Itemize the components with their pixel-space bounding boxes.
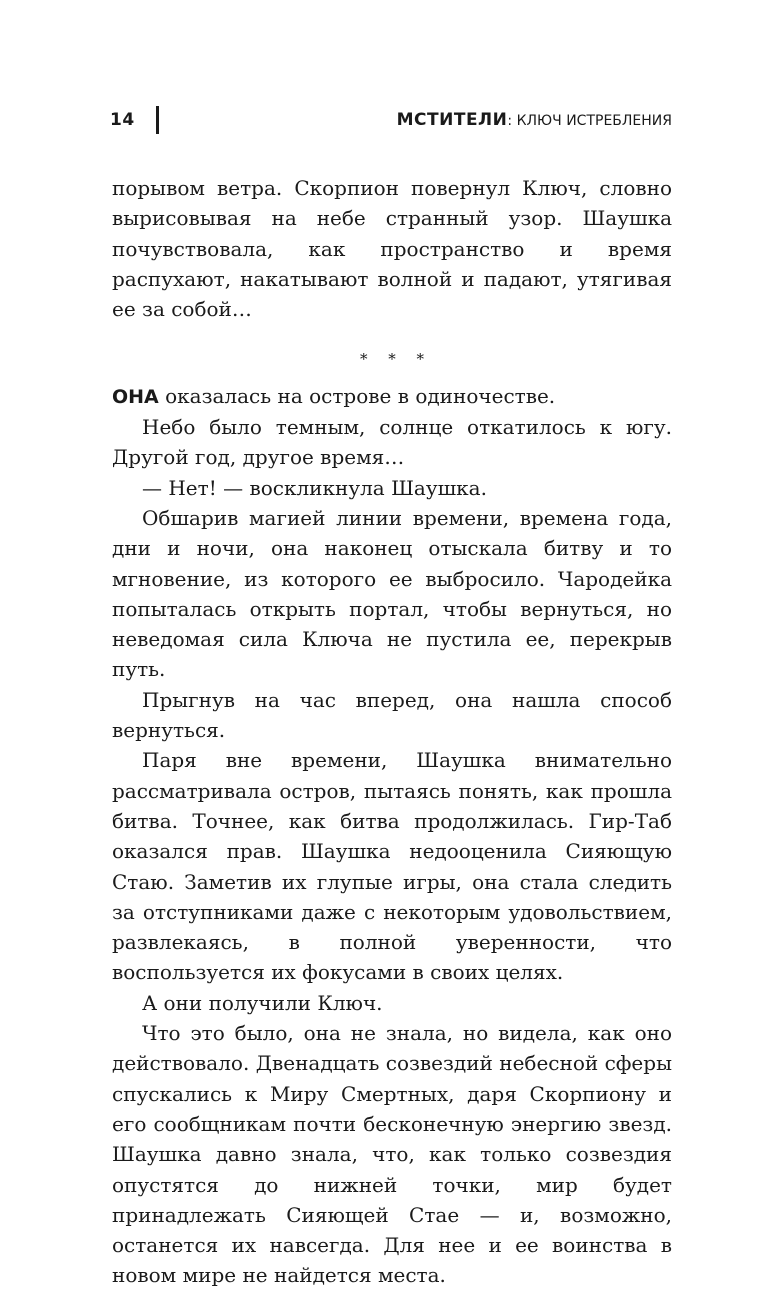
paragraph: Прыгнув на час вперед, она нашла способ вернуться. bbox=[112, 687, 672, 743]
book-subtitle: КЛЮЧ ИСТРЕБЛЕНИЯ bbox=[512, 113, 672, 129]
paragraph: Что это было, она не знала, но видела, как оно действовало. Двенадцать созвездий небесной сферы спускались к Миру Смертных, даря Скорпиону и его сообщникам почти бесконечную энергию звезд. Шаушка давно знала, что, как только созвездия опустятся до нижней точки, мир будет принадлежать Сияющей Стае — и, возможно, останется их навсегда. Для нее и ее воинства в новом мире не найдется места. bbox=[112, 1021, 672, 1288]
paragraph: Паря вне времени, Шаушка внимательно рассматривала остров, пытаясь понять, как прошла битва. Точнее, как битва продолжилась. Гир-Таб оказался прав. Шаушка недооценила Сияющую Стаю. Заметив их глупые игры, она стала следить за отступниками даже с некоторым удовольствием, развлекаясь, в полной уверенности, что воспользуется их фокусами в своих целях. bbox=[112, 748, 672, 985]
lead-rest: оказалась на острове в одиночестве. bbox=[158, 383, 556, 408]
lead-word: ОНА bbox=[112, 385, 159, 408]
header-divider bbox=[156, 106, 159, 134]
section-break: * * * bbox=[359, 350, 433, 369]
title-separator: : bbox=[507, 113, 513, 129]
paragraph: А они получили Ключ. bbox=[142, 990, 383, 1015]
paragraph: Небо было темным, солнце откатилось к югу. Другой год, другое время… bbox=[112, 415, 672, 470]
page-body bbox=[112, 173, 672, 1291]
paragraph: — Нет! — воскликнула Шаушка. bbox=[142, 475, 487, 500]
paragraph: Обшарив магией линии времени, времена года, дни и ночи, она наконец отыскала битву и то мгновение, из которого ее выбросило. Чародейка попыталась открыть портал, чтобы вернуться, но неведомая сила Ключа не пустила ее, перекрыв путь. bbox=[112, 505, 672, 682]
chapter-opening-paragraph bbox=[112, 381, 672, 412]
page-number: 14 bbox=[110, 110, 135, 130]
running-head bbox=[397, 110, 672, 130]
continued-paragraph: порывом ветра. Скорпион повернул Ключ, словно вырисовывая на небе странный узор. Шаушка почувствовала, как пространство и время распухают, накатывают волной и падают, утягивая ее за собой… bbox=[112, 176, 672, 322]
series-title: МСТИТЕЛИ bbox=[396, 110, 508, 130]
running-header bbox=[110, 106, 672, 136]
